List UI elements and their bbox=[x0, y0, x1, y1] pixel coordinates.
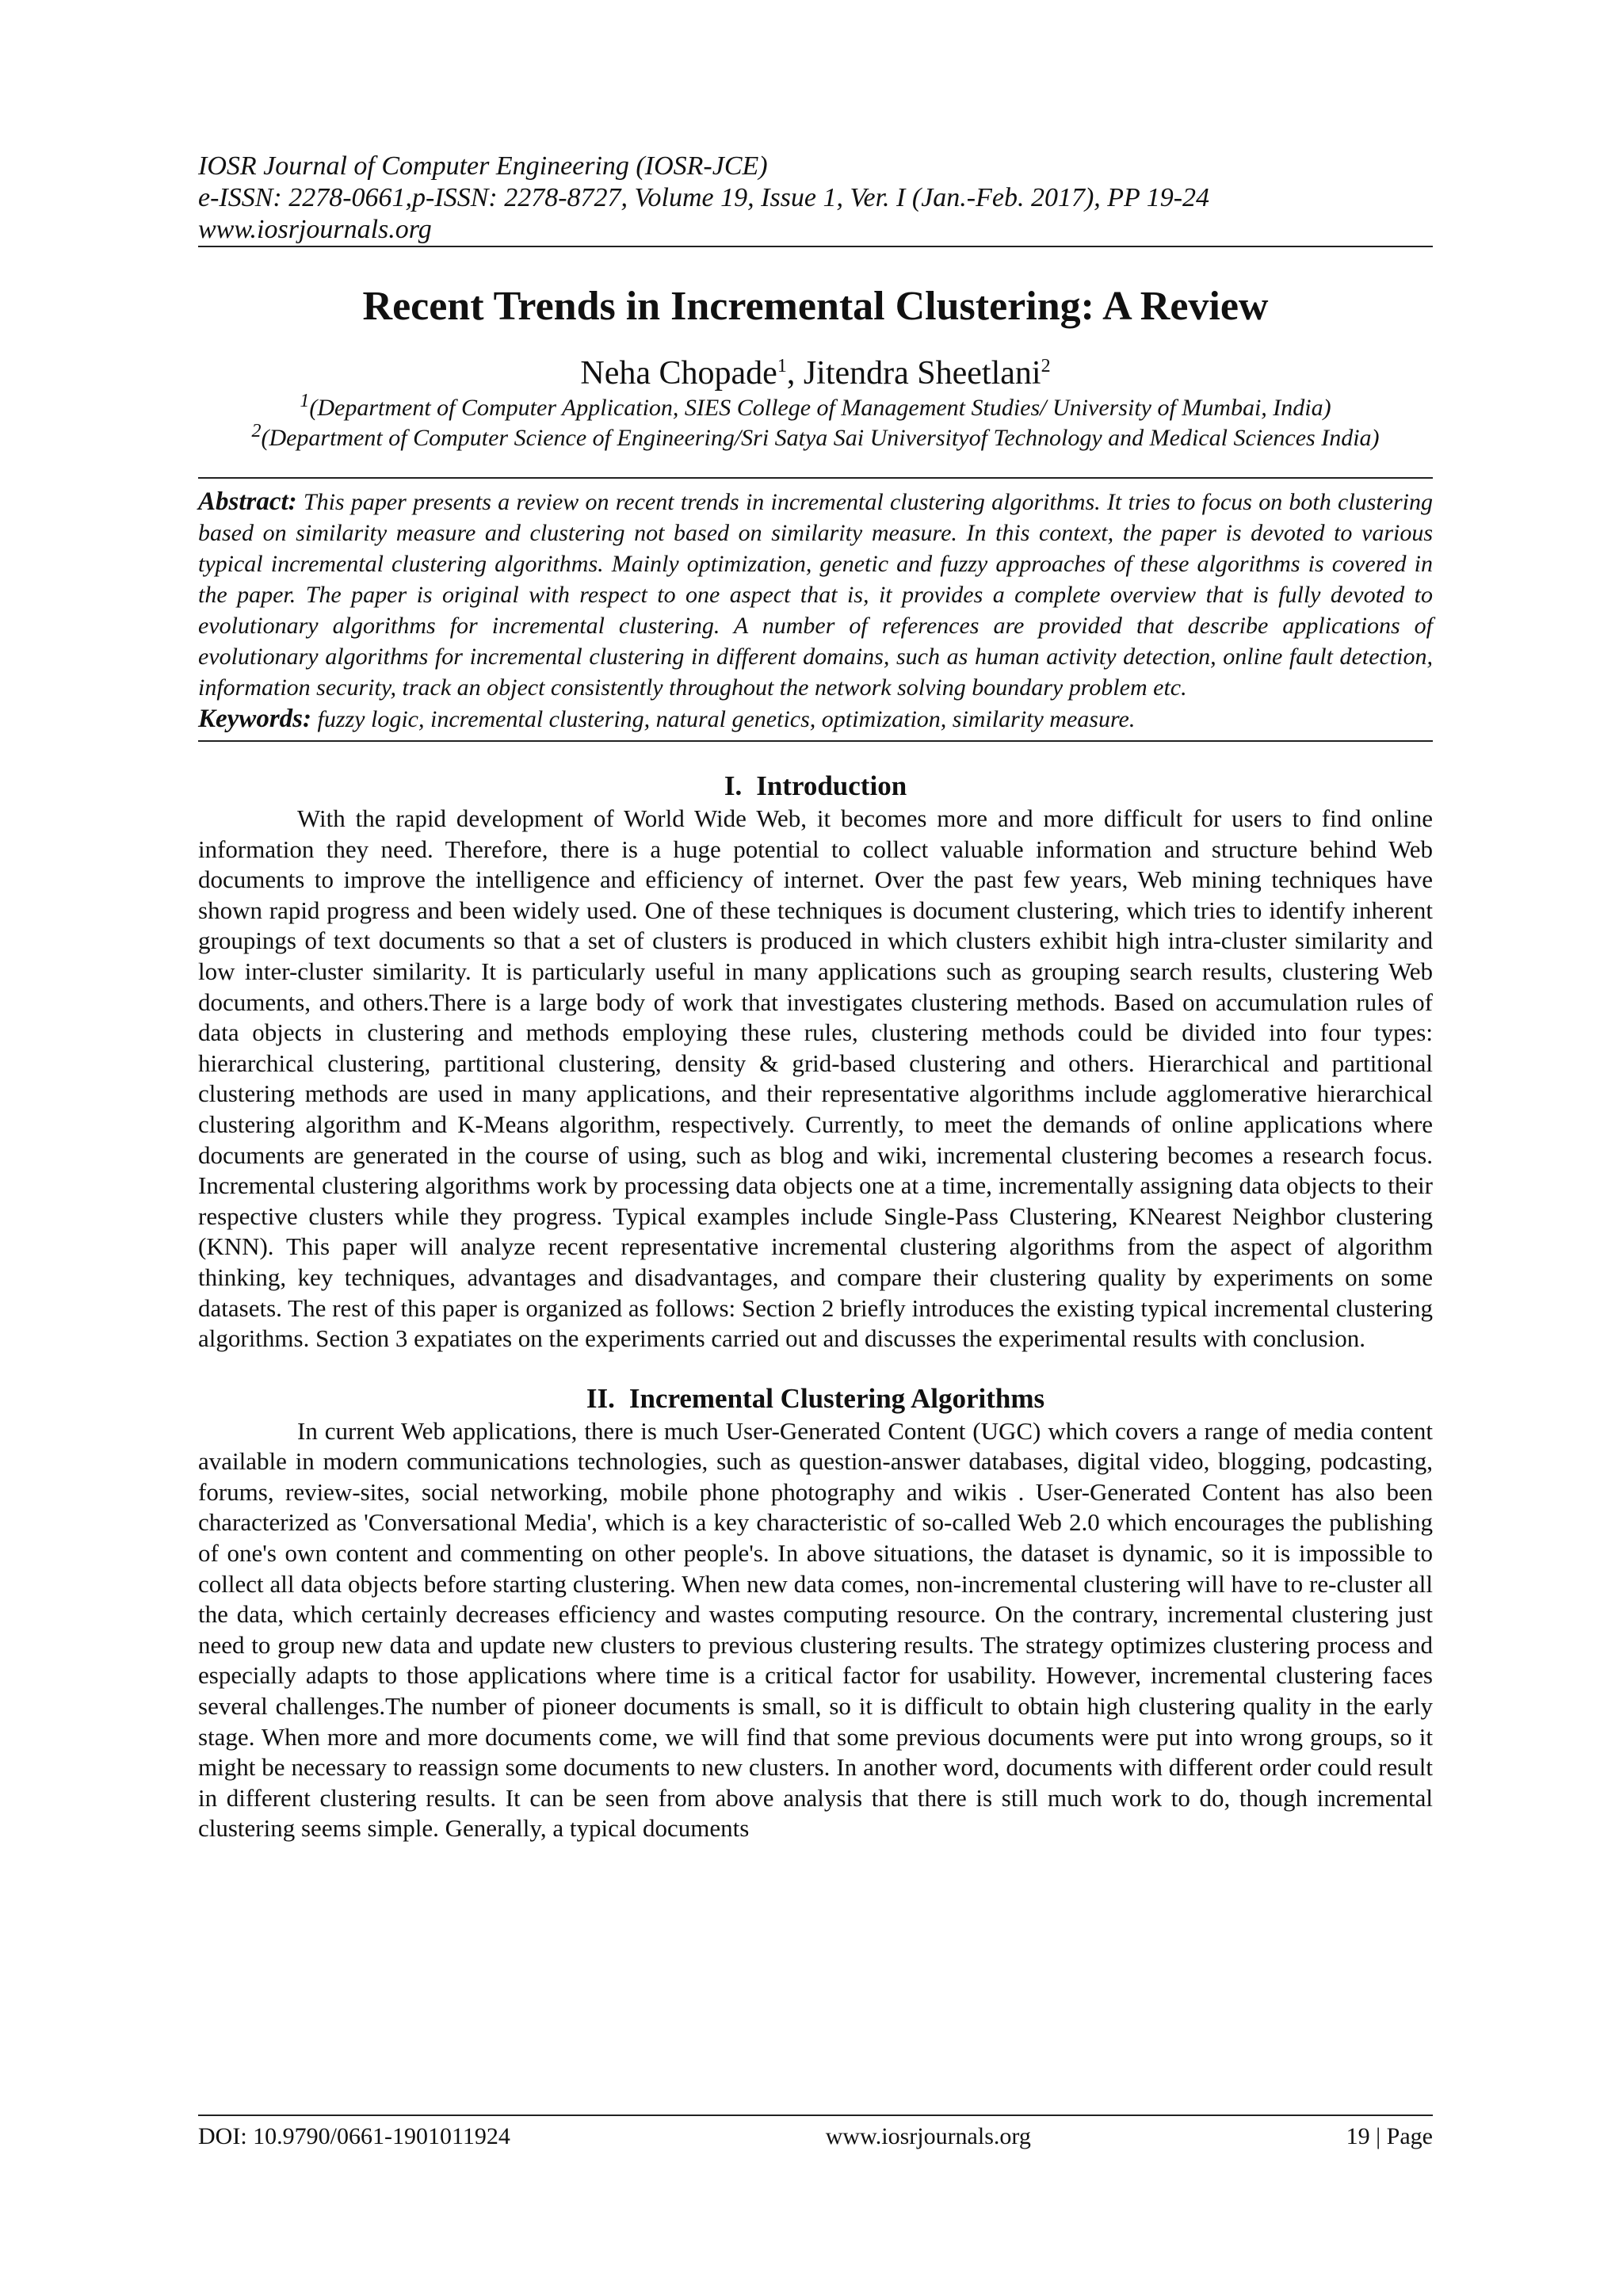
section-title: Introduction bbox=[756, 770, 907, 801]
keywords-text: fuzzy logic, incremental clustering, natural genetics, optimization, similarity measure. bbox=[311, 706, 1136, 732]
footer-website: www.iosrjournals.org bbox=[825, 2123, 1031, 2149]
author-list bbox=[198, 353, 1433, 393]
affiliation-mark: 1 bbox=[300, 391, 310, 411]
section-number: I. bbox=[724, 770, 743, 801]
section-heading bbox=[198, 769, 1433, 804]
affiliation-text: (Department of Computer Science of Engineering/Sri Satya Sai Universityof Technology and Medical Sciences India) bbox=[261, 425, 1380, 451]
footer-page-number: 19 | Page bbox=[1346, 2123, 1433, 2149]
section-body: With the rapid development of World Wide Web, it becomes more and more difficult for users to find online information they need. Therefore, there is a huge potential to collect valuable information and structure behind Web documents to improve the intelligence and efficiency of internet. Over the past few years, Web mining techniques have shown rapid progress and been widely used. One of these techniques is document clustering, which tries to identify inherent groupings of text documents so that a set of clusters is produced in which clusters exhibit high intra-cluster similarity and low inter-cluster similarity. It is particularly useful in many applications such as grouping search results, clustering Web documents, and others.There is a large body of work that investigates clustering methods. Based on accumulation rules of data objects in clustering and methods employing these rules, clustering methods could be divided into four types: hierarchical clustering, partitional clustering, density & grid-based clustering and others. Hierarchical and partitional clustering methods are used in many applications, and their representative algorithms include agglomerative hierarchical clustering algorithm and K-Means algorithm, respectively. Currently, to meet the demands of online applications where documents are generated in the course of using, such as blog and wiki, incremental clustering becomes a research focus. Incremental clustering algorithms work by processing data objects one at a time, incrementally assigning data objects to their respective clusters while they progress. Typical examples include Single-Pass Clustering, KNearest Neighbor clustering (KNN). This paper will analyze recent representative incremental clustering algorithms from the aspect of algorithm thinking, key techniques, advantages and disadvantages, and compare their clustering quality by experiments on some datasets. The rest of this paper is organized as follows: Section 2 briefly introduces the existing typical incremental clustering algorithms. Section 3 expatiates on the experiments carried out and discusses the experimental results with conclusion. bbox=[198, 804, 1433, 1353]
journal-website: www.iosrjournals.org bbox=[198, 215, 432, 244]
paper-title: Recent Trends in Incremental Clustering: A Review bbox=[362, 284, 1269, 329]
author-separator: , bbox=[786, 355, 804, 392]
author-affiliation-mark: 1 bbox=[777, 356, 787, 376]
footer-rule bbox=[198, 2115, 1433, 2116]
section-number: II. bbox=[586, 1382, 615, 1414]
affiliation bbox=[198, 423, 1433, 453]
footer-row bbox=[198, 2121, 1433, 2153]
section-body: In current Web applications, there is much User-Generated Content (UGC) which covers a range of media content available in modern communications technologies, such as question-answer databases, digital video, blogging, podcasting, forums, review-sites, social networking, mobile phone photography and wikis . User-Generated Content has also been characterized as 'Conversational Media', which is a key characteristic of so-called Web 2.0 which encourages the publishing of one's own content and commenting on other people's. In above situations, the dataset is dynamic, so it is impossible to collect all data objects before starting clustering. When new data comes, non-incremental clustering will have to re-cluster all the data, which certainly decreases efficiency and wastes computing resource. On the contrary, incremental clustering just need to group new data and update new clusters to previous clustering results. The strategy optimizes clustering process and especially adapts to those applications where time is a critical factor for usability. However, incremental clustering faces several challenges.The number of pioneer documents is small, so it is difficult to obtain high clustering quality in the early stage. When more and more documents come, we will find that some previous documents were put into wrong groups, so it might be necessary to reassign some documents to new clusters. In another word, documents with different order could result in different clustering results. It can be seen from above analysis that there is still much work to do, though incremental clustering seems simple. Generally, a typical documents bbox=[198, 1416, 1433, 1843]
affiliation bbox=[198, 393, 1433, 423]
author-affiliation-mark: 2 bbox=[1041, 356, 1051, 376]
journal-name: IOSR Journal of Computer Engineering (IOSR-JCE) bbox=[198, 151, 768, 181]
keywords bbox=[198, 703, 1433, 735]
affiliation-mark: 2 bbox=[251, 421, 262, 441]
abstract-label: Abstract: bbox=[198, 487, 297, 516]
abstract-bottom-rule bbox=[198, 740, 1433, 742]
author-name: Jitendra Sheetlani bbox=[803, 355, 1041, 392]
section-title: Incremental Clustering Algorithms bbox=[628, 1382, 1045, 1414]
abstract-text: This paper presents a review on recent trends in incremental clustering algorithms. It tries to focus on both clustering based on similarity measure and clustering not based on similarity measure. In this context, the paper is devoted to various typical incremental clustering algorithms. Mainly optimization, genetic and fuzzy approaches of these algorithms is covered in the paper. The paper is original with respect to one aspect that is, it provides a complete overview that is fully devoted to evolutionary algorithms for incremental clustering. A number of references are provided that describe applications of evolutionary algorithms for incremental clustering in different domains, such as human activity detection, online fault detection, information security, track an object consistently throughout the network solving boundary problem etc. bbox=[198, 489, 1433, 701]
abstract-top-rule bbox=[198, 477, 1433, 479]
paper-page bbox=[198, 151, 1433, 1844]
section-heading bbox=[198, 1381, 1433, 1416]
affiliation-text: (Department of Computer Application, SIES College of Management Studies/ University of Mumbai, India) bbox=[309, 395, 1331, 421]
footer-doi: DOI: 10.9790/0661-1901011924 bbox=[198, 2123, 510, 2149]
journal-header bbox=[198, 151, 1433, 246]
author-name: Neha Chopade bbox=[580, 355, 777, 392]
page-footer bbox=[198, 2115, 1433, 2153]
journal-issn-volume: e-ISSN: 2278-0661,p-ISSN: 2278-8727, Volume 19, Issue 1, Ver. I (Jan.-Feb. 2017), PP 19-24 bbox=[198, 183, 1210, 212]
abstract-block bbox=[198, 477, 1433, 742]
keywords-label: Keywords: bbox=[198, 705, 311, 733]
header-rule bbox=[198, 246, 1433, 247]
abstract bbox=[198, 487, 1433, 703]
